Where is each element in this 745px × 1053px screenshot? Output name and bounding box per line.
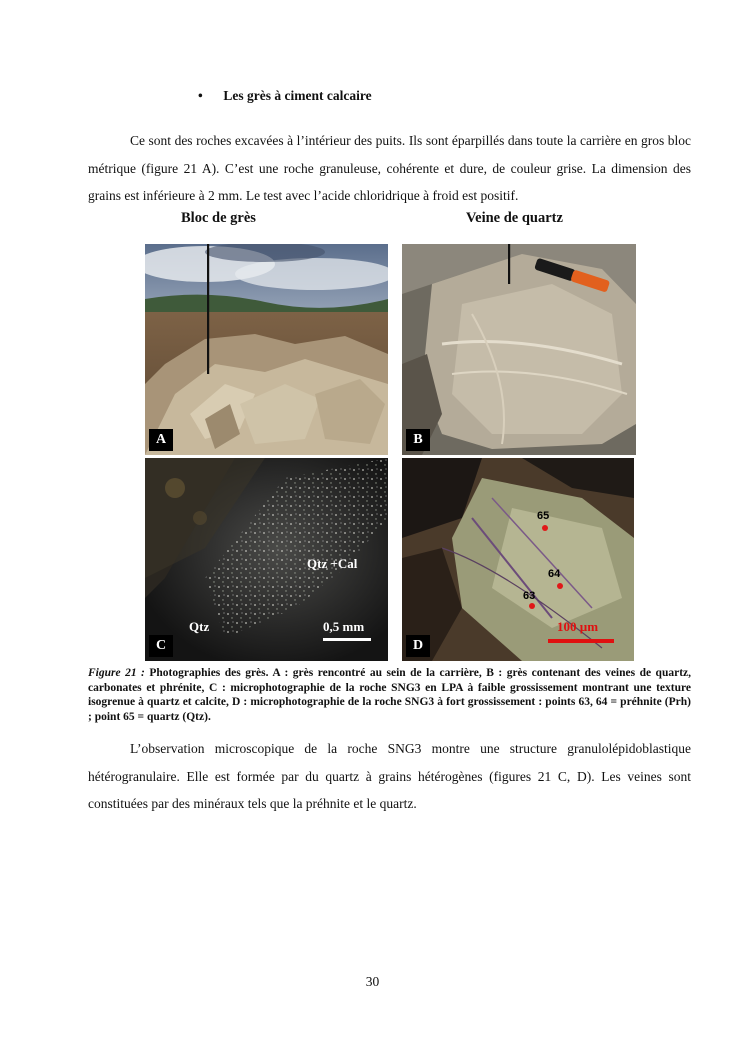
scale-bar-c [323, 638, 371, 641]
bullet-marker: • [198, 88, 203, 103]
section-heading [198, 88, 372, 104]
label-qtz-cal: Qtz +Cal [307, 556, 358, 571]
paragraph-microscopy [88, 735, 691, 818]
photo-d-micrograph-high-mag [402, 458, 634, 661]
photo-c-micrograph-lpa [145, 458, 388, 661]
paragraph-intro-text: Ce sont des roches excavées à l’intérieur des puits. Ils sont éparpillés dans toute la carrière en gros bloc métrique (figure 21 A). C’est une roche granuleuse, cohérente et dure, de couleur grise. La dimension des grains est inférieure à 2 mm. Le test avec l’acide chloridrique à froid est positif. [88, 133, 691, 203]
photo-a-sandstone-block [145, 244, 388, 455]
figure-label-right: Veine de quartz [466, 210, 563, 226]
point-label-65: 65 [537, 510, 550, 522]
point-label-63: 63 [523, 590, 536, 602]
panel-label-d: D [406, 635, 430, 657]
point-label-64: 64 [548, 568, 561, 580]
scale-bar-label-c: 0,5 mm [323, 619, 365, 634]
figure-caption-text: Photographies des grès. A : grès rencontré au sein de la carrière, B : grès contenant des veines de quartz, carbonates et phrénite, C : microphotographie de la roche SNG3 en LPA à faible grossissement montrant une texture isogrenue à quartz et calcite, D : microphotographie de la roche SNG3 à fort grossissement : points 63, 64 = préhnite (Prh) ; point 65 = quartz (Qtz). [88, 667, 692, 723]
label-qtz: Qtz [189, 619, 210, 634]
section-heading-text: Les grès à ciment calcaire [223, 88, 372, 103]
panel-label-b: B [406, 429, 430, 451]
photo-b-quartz-vein [402, 244, 636, 455]
figure-label-left: Bloc de grès [181, 210, 256, 226]
panel-label-c: C [149, 635, 173, 657]
paragraph-intro [88, 127, 691, 210]
figure-caption-label: Figure 21 : [88, 667, 145, 679]
scale-bar-d [548, 639, 614, 643]
panel-label-a: A [149, 429, 173, 451]
paragraph-microscopy-text: L’observation microscopique de la roche SNG3 montre une structure granulolépidoblastique hétérogranulaire. Elle est formée par du quartz à grains hétérogènes (figures 21 C, D). Les veines sont constituées par des minéraux tels que la préhnite et le quartz. [88, 741, 691, 811]
page-number: 30 [365, 974, 380, 989]
figure-caption [88, 666, 691, 724]
scale-bar-label-d: 100 µm [557, 619, 599, 634]
